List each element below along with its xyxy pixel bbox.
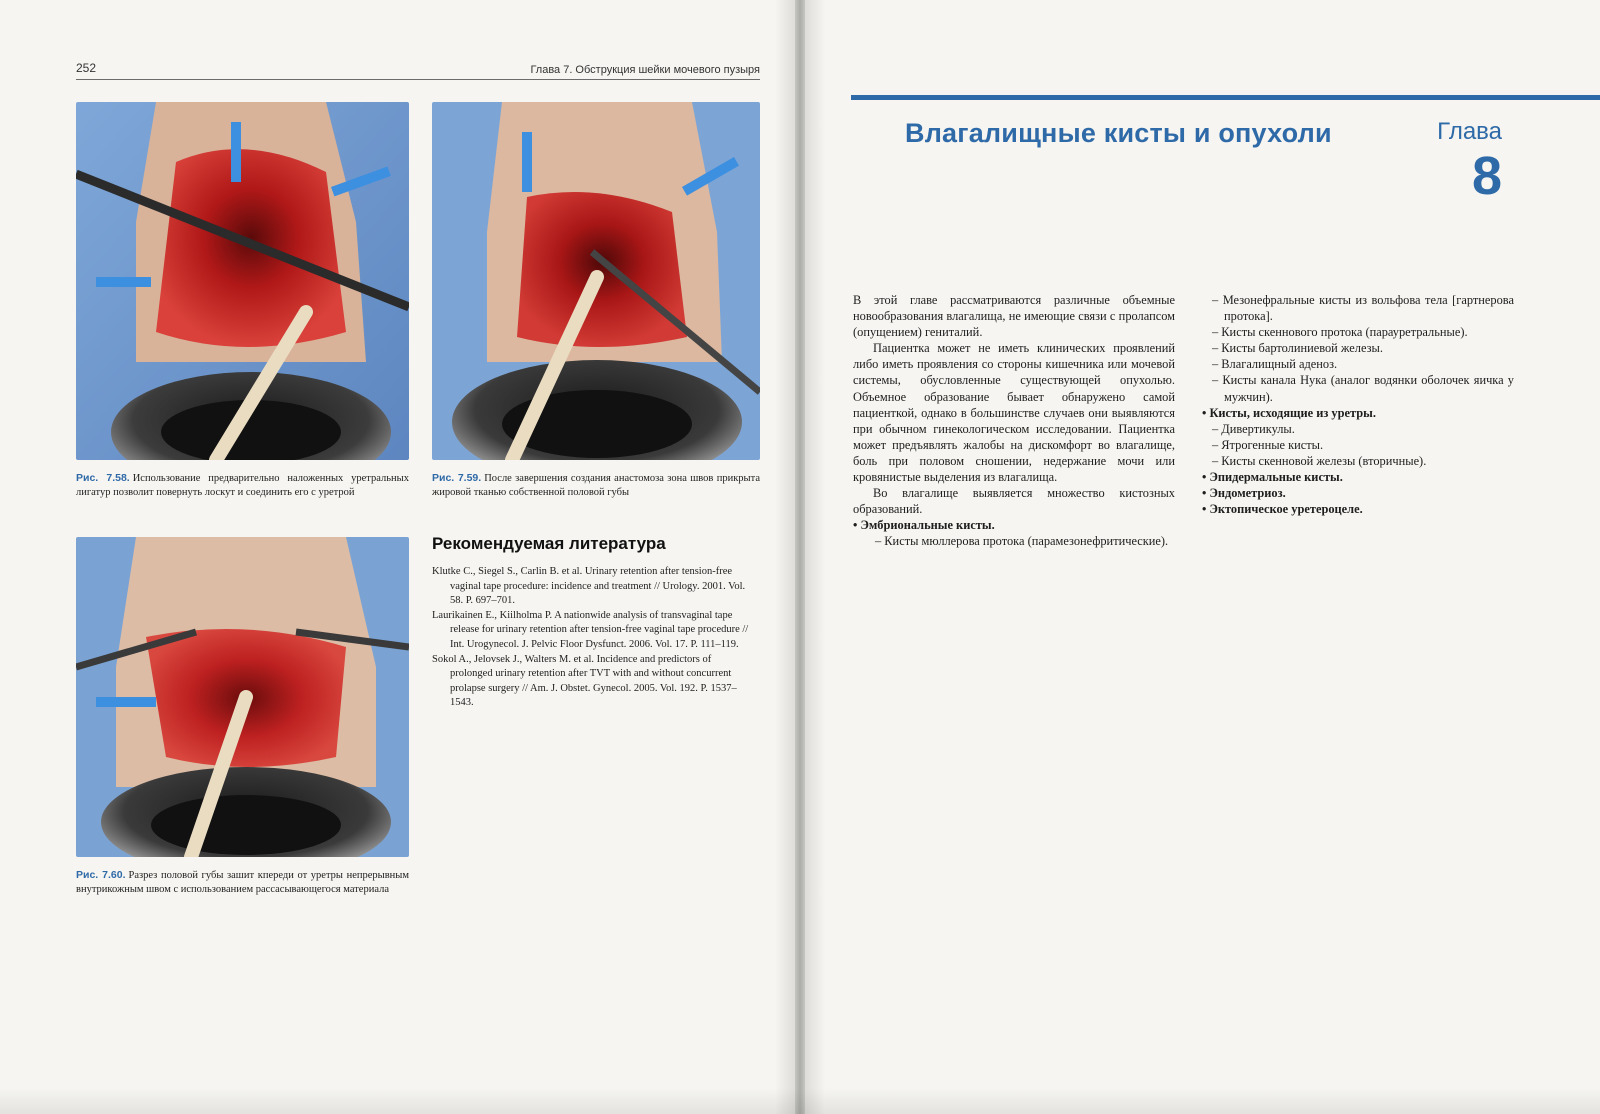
sub-item: – Дивертикулы. — [1202, 421, 1514, 437]
figure-7-60-caption — [76, 869, 409, 896]
text-column-1 — [853, 292, 1175, 550]
sub-item: – Мезонефральные кисты из вольфова тела [гартнерова протока]. — [1202, 292, 1514, 324]
caption-text: Использование предварительно наложенных уретральных лигатур позволит повернуть лоскут и соединить его с уретрой — [76, 473, 409, 498]
cyst-list — [853, 517, 1175, 549]
reference-item: Klutke C., Siegel S., Carlin B. et al. Urinary retention after tension-free vaginal tape procedure: incidence and treatment // Urology. 2001. Vol. 58. P. 697–701. — [432, 566, 746, 607]
reference-item: Sokol A., Jelovsek J., Walters M. et al. Incidence and predictors of prolonged urinary retention after TVT with and without concurrent prolapse surgery // Am. J. Obstet. Gynecol. 2005. Vol. 192. P. 1537–1543. — [432, 653, 737, 709]
figure-7-58-caption — [76, 472, 409, 499]
paragraph: Пациентка может не иметь клинических проявлений либо иметь проявления со стороны кишечника или мочевой системы, обусловленные существующей опухолью. Объемное образование бывает обнаружено самой пациенткой, однако в большинстве случаев они выявляются при обычном гинекологическом исследовании. Пациентка может предъявлять жалобы на дискомфорт во влагалище, боль при половом сношении, недержание мочи или кровянистые выделения из влагалища. — [853, 341, 1175, 485]
chapter-title: Влагалищные кисты и опухоли — [905, 118, 1332, 148]
sub-item: – Ятрогенные кисты. — [1202, 437, 1514, 453]
chapter-number: 8 — [1471, 146, 1502, 206]
surgical-photo-icon — [76, 537, 409, 857]
sub-item: – Кисты бартолиниевой железы. — [1202, 340, 1514, 356]
left-page — [0, 0, 795, 1114]
text-column-2 — [1202, 292, 1514, 517]
paragraph: Во влагалище выявляется множество кистозных образований. — [853, 486, 1175, 517]
cyst-list-continued — [1202, 292, 1514, 517]
figure-label: Рис. 7.60. — [76, 869, 126, 881]
references-list — [432, 565, 752, 711]
figure-7-58-photo — [76, 102, 409, 460]
sub-item: – Влагалищный аденоз. — [1202, 356, 1514, 372]
reference-item: Laurikainen E., Kiilholma P. A nationwide analysis of transvaginal tape release for urinary retention after tension-free vaginal tape procedure // Int. Urogynecol. J. Pelvic Floor Dysfunct. 2006. Vol. 17. P. 111–119. — [432, 609, 749, 650]
book-gutter — [775, 0, 825, 1114]
figure-7-59-caption — [432, 472, 760, 499]
sub-item: – Кисты скенновой железы (вторичные). — [1202, 453, 1514, 469]
caption-text: Разрез половой губы зашит кпереди от уретры непрерывным внутрикожным швом с использованием рассасывающегося материала — [76, 870, 409, 895]
page-number: 252 — [76, 61, 97, 75]
figure-label: Рис. 7.59. — [432, 472, 482, 484]
bullet-item: • Эмбриональные кисты. — [853, 517, 1175, 533]
surgical-photo-icon — [76, 102, 409, 460]
chapter-label: Глава — [1437, 118, 1502, 145]
running-head — [76, 61, 760, 80]
references-heading: Рекомендуемая литература — [432, 534, 666, 553]
running-head-title: Глава 7. Обструкция шейки мочевого пузыря — [530, 64, 760, 76]
right-page — [805, 0, 1600, 1114]
caption-text: После завершения создания анастомоза зона швов прикрыта жировой тканью собственной половой губы — [432, 473, 760, 498]
sub-item: – Кисты мюллерова протока (парамезонефритические). — [853, 533, 1175, 549]
bullet-item: • Эктопическое уретероцеле. — [1202, 501, 1514, 517]
page-shadow — [0, 1088, 1600, 1114]
paragraph: В этой главе рассматриваются различные объемные новообразования влагалища, не имеющие связи с пролапсом (опущением) гениталий. — [853, 293, 1175, 340]
figure-7-59-photo — [432, 102, 760, 460]
chapter-rule — [851, 95, 1600, 100]
bullet-item: • Эндометриоз. — [1202, 485, 1514, 501]
sub-item: – Кисты скеннового протока (парауретральные). — [1202, 324, 1514, 340]
bullet-item: • Кисты, исходящие из уретры. — [1202, 405, 1514, 421]
figure-label: Рис. 7.58. — [76, 472, 130, 484]
bullet-item: • Эпидермальные кисты. — [1202, 469, 1514, 485]
figure-7-60-photo — [76, 537, 409, 857]
sub-item: – Кисты канала Нука (аналог водянки оболочек яичка у мужчин). — [1202, 372, 1514, 404]
surgical-photo-icon — [432, 102, 760, 460]
